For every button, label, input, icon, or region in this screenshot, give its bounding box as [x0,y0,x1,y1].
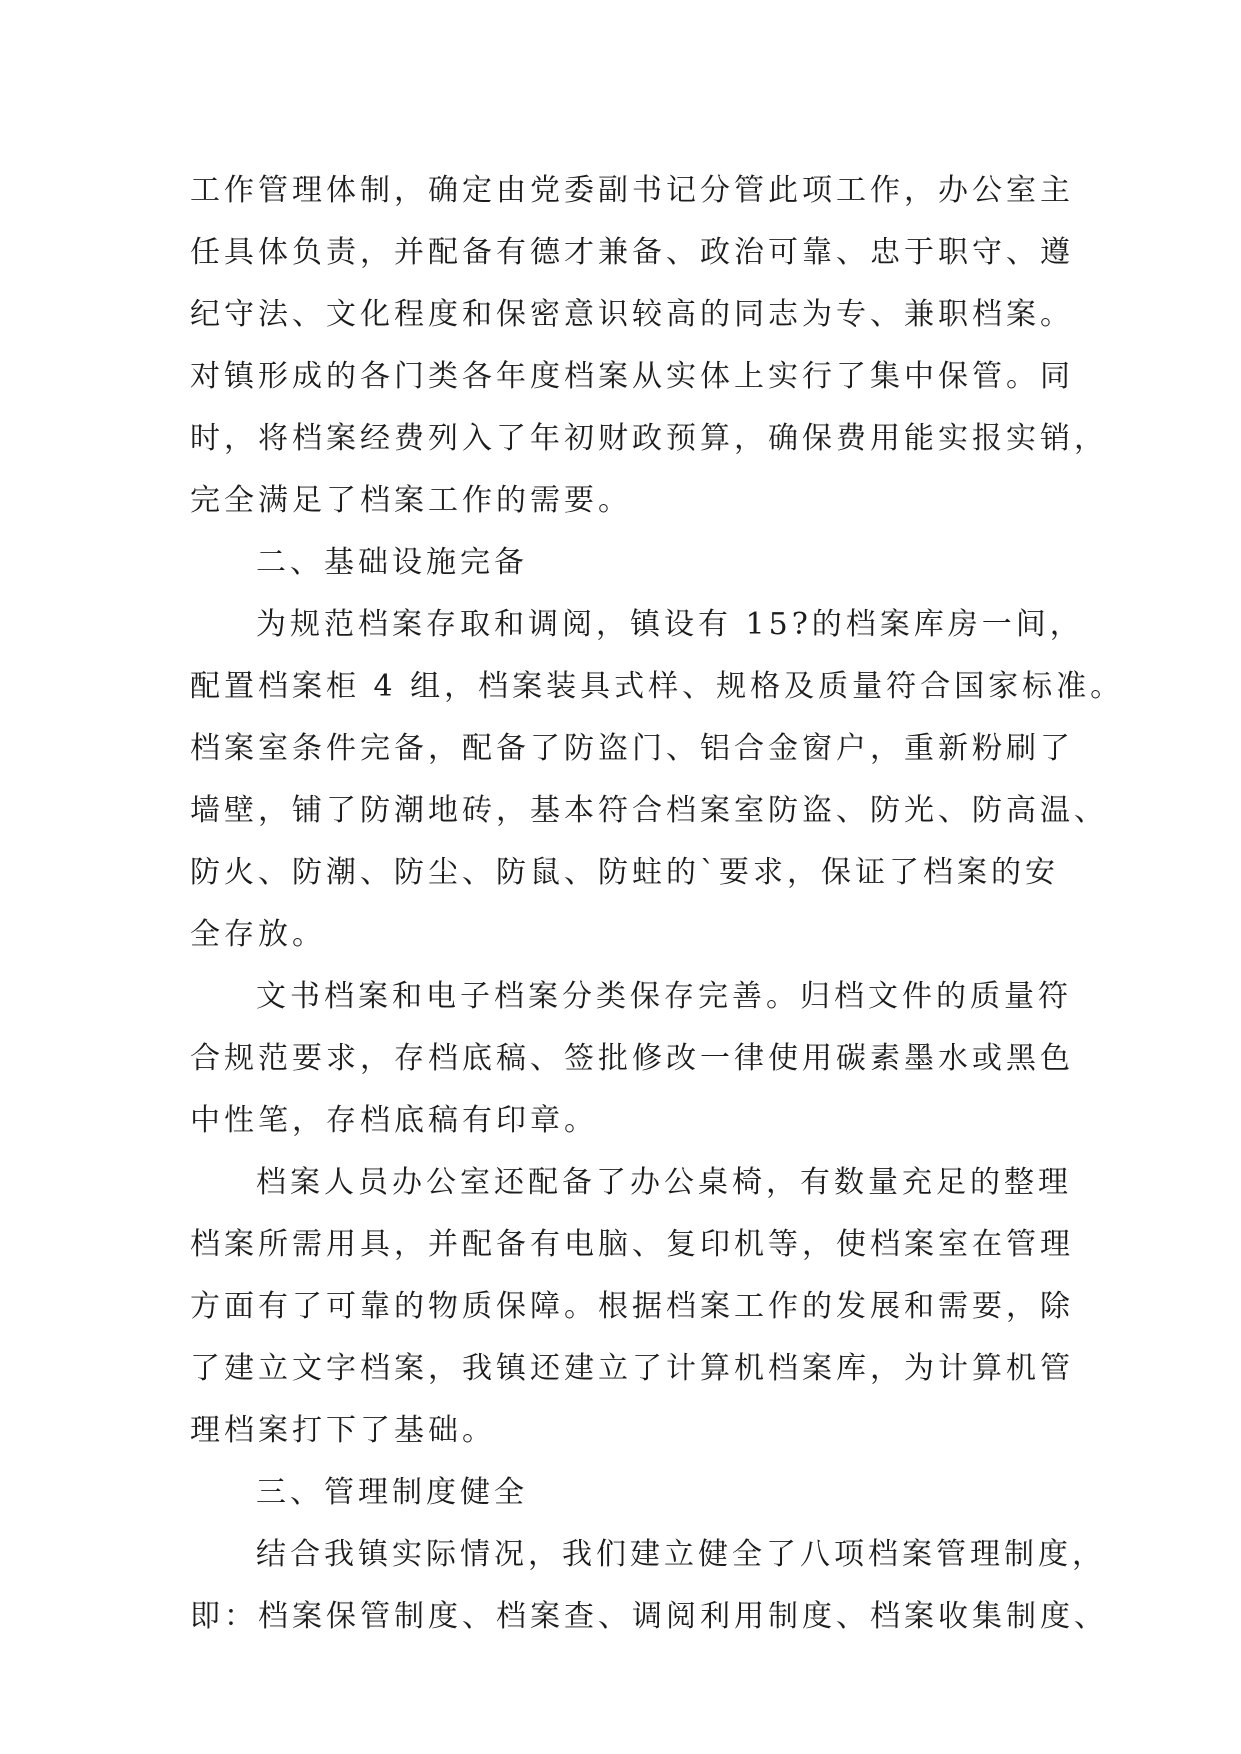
text-line: 结合我镇实际情况，我们建立健全了八项档案管理制度， [256,1537,1106,1572]
text-line: 即：档案保管制度、档案查、调阅利用制度、档案收集制度、 [190,1599,1108,1634]
text-line: 墙壁，铺了防潮地砖，基本符合档案室防盗、防光、防高温、 [190,793,1108,828]
text-line: 文书档案和电子档案分类保存完善。归档文件的质量符 [256,979,1072,1014]
text-line: 合规范要求，存档底稿、签批修改一律使用碳素墨水或黑色 [190,1041,1074,1076]
text-line: 全存放。 [190,917,326,952]
text-line: 档案所需用具，并配备有电脑、复印机等，使档案室在管理 [190,1227,1074,1262]
text-line: 时，将档案经费列入了年初财政预算，确保费用能实报实销， [190,421,1108,456]
section-heading: 二、基础设施完备 [256,545,528,580]
section-heading: 三、管理制度健全 [256,1475,528,1510]
text-line: 理档案打下了基础。 [190,1413,496,1448]
text-line: 档案人员办公室还配备了办公桌椅，有数量充足的整理 [256,1165,1072,1200]
text-line: 配置档案柜 4 组，档案装具式样、规格及质量符合国家标准。 [190,669,1125,704]
text-line: 工作管理体制，确定由党委副书记分管此项工作，办公室主 [190,173,1074,208]
text-line: 防火、防潮、防尘、防鼠、防蛀的`要求，保证了档案的安 [190,855,1059,890]
text-line: 为规范档案存取和调阅，镇设有 15?的档案库房一间， [256,607,1084,642]
document-body [190,160,1125,1648]
text-line: 对镇形成的各门类各年度档案从实体上实行了集中保管。同 [190,359,1074,394]
text-line: 方面有了可靠的物质保障。根据档案工作的发展和需要，除 [190,1289,1074,1324]
text-line: 中性笔，存档底稿有印章。 [190,1103,598,1138]
text-line: 了建立文字档案，我镇还建立了计算机档案库，为计算机管 [190,1351,1074,1386]
text-line: 完全满足了档案工作的需要。 [190,483,632,518]
text-line: 档案室条件完备，配备了防盗门、铝合金窗户，重新粉刷了 [190,731,1074,766]
text-line: 任具体负责，并配备有德才兼备、政治可靠、忠于职守、遵 [190,235,1074,270]
text-line: 纪守法、文化程度和保密意识较高的同志为专、兼职档案。 [190,297,1074,332]
